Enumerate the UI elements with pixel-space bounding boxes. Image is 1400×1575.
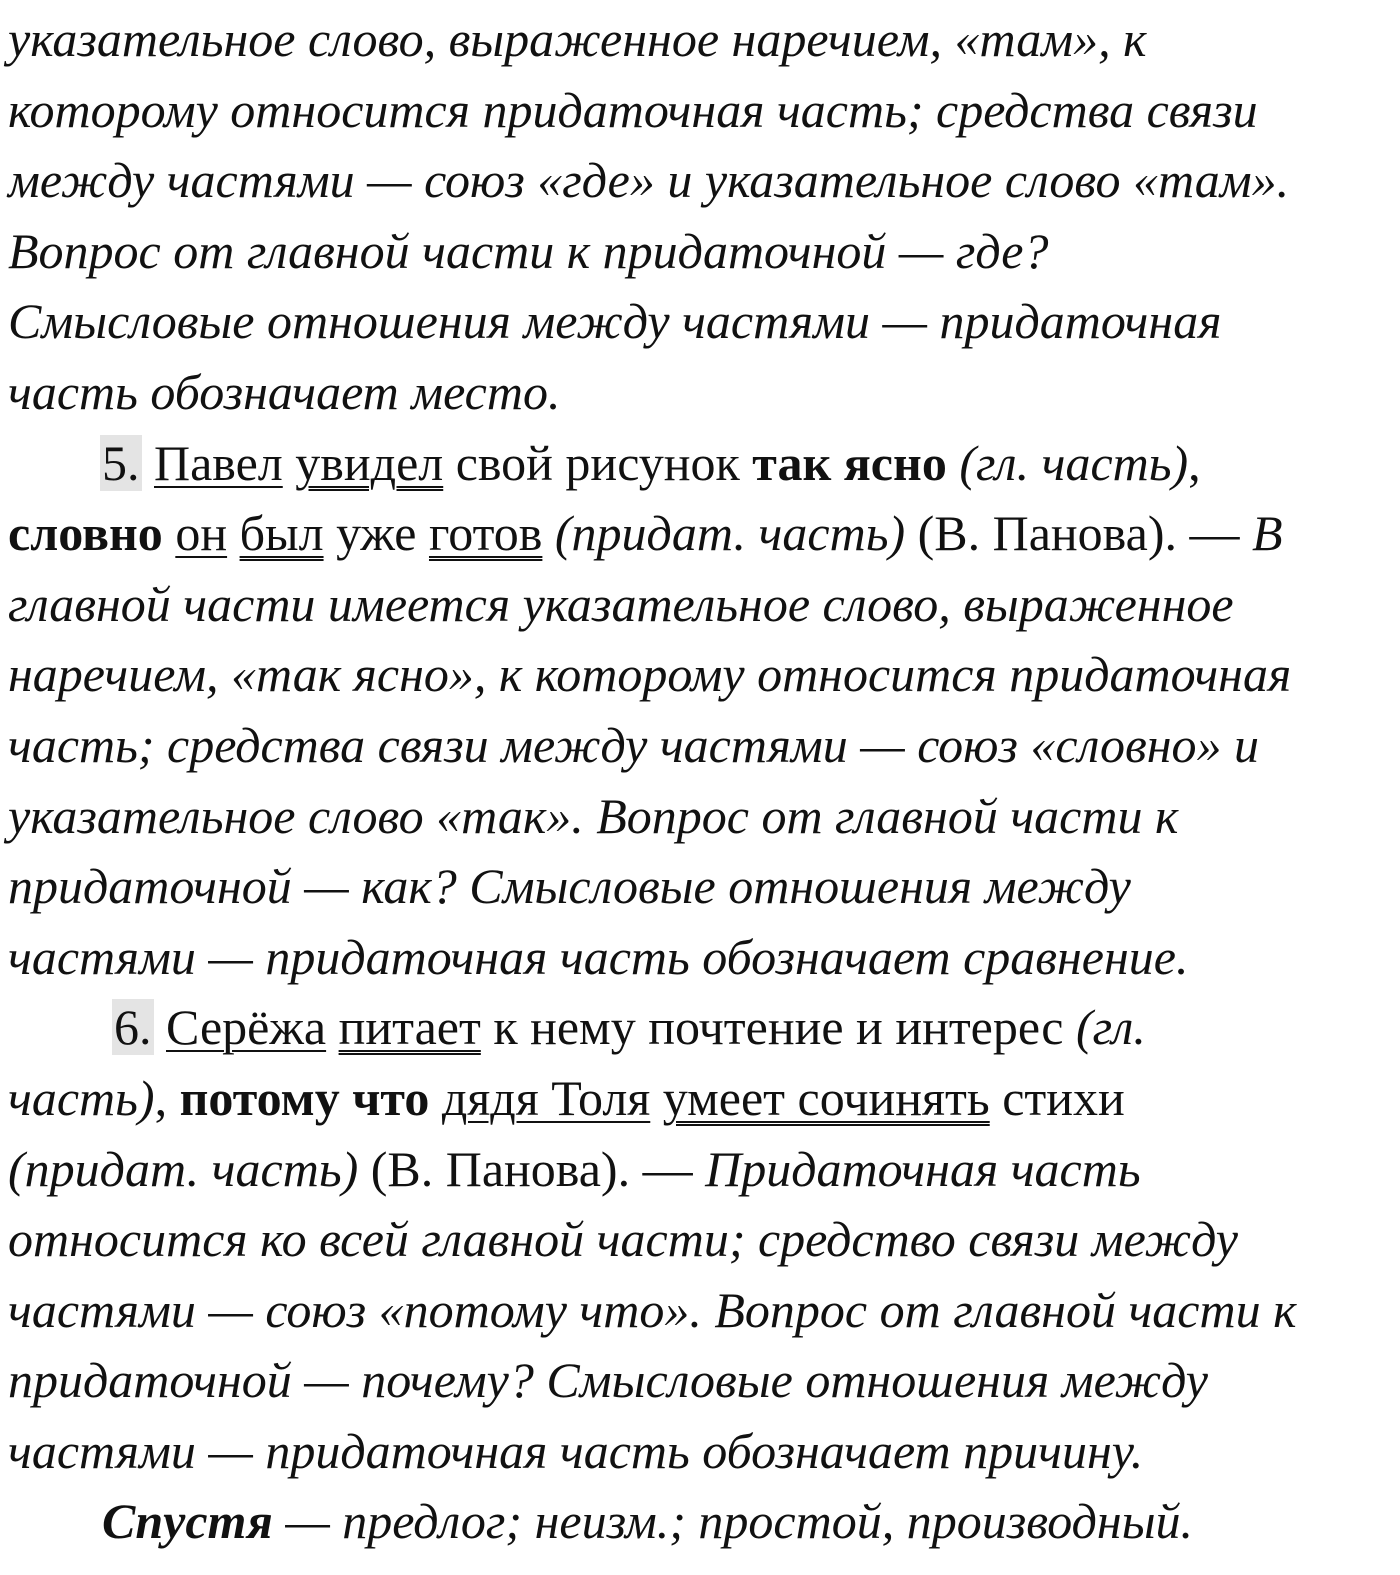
text-line bbox=[8, 4, 1392, 75]
predicate: готов bbox=[428, 505, 543, 562]
text-line-content: наречием, «так ясно», к которому относится придаточная bbox=[8, 646, 1292, 703]
sentence-5-line-1 bbox=[8, 428, 1392, 499]
text-line bbox=[8, 1416, 1392, 1487]
text-line-content: между частями — союз «где» и указательное слово «там». bbox=[8, 152, 1290, 209]
text-line bbox=[8, 922, 1392, 993]
conjunction: потому что bbox=[179, 1069, 430, 1126]
text-line-content: указательное слово «так». Вопрос от главной части к bbox=[8, 787, 1179, 844]
text-line bbox=[8, 286, 1392, 357]
punctuation: , bbox=[154, 1069, 180, 1126]
author-attribution: (В. Панова). — bbox=[358, 1140, 706, 1197]
text-line bbox=[8, 357, 1392, 428]
text-line bbox=[8, 145, 1392, 216]
sentence-6-line-1 bbox=[8, 992, 1392, 1063]
subject: он bbox=[175, 505, 228, 562]
part-label: (придат. часть) bbox=[554, 505, 906, 562]
plain-text: стихи bbox=[989, 1069, 1125, 1126]
plain-text: уже bbox=[323, 505, 429, 562]
text-line bbox=[8, 710, 1392, 781]
text-line-content: частями — союз «потому что». Вопрос от главной части к bbox=[8, 1281, 1297, 1338]
plain-text: свой рисунок bbox=[443, 434, 753, 491]
predicate: был bbox=[239, 505, 324, 562]
morphology-text: — предлог; неизм.; простой, производный. bbox=[272, 1493, 1194, 1550]
sentence-6-line-3 bbox=[8, 1134, 1392, 1205]
subject: дядя Толя bbox=[441, 1069, 651, 1126]
text-line bbox=[8, 781, 1392, 852]
text-line-content: частями — придаточная часть обозначает причину. bbox=[8, 1422, 1144, 1479]
text-line bbox=[8, 639, 1392, 710]
predicate: увидел bbox=[295, 434, 444, 491]
predicate: умеет сочинять bbox=[662, 1069, 990, 1126]
text-line-content: Вопрос от главной части к придаточной — где? bbox=[8, 222, 1049, 279]
text-line bbox=[8, 1275, 1392, 1346]
text-line bbox=[8, 851, 1392, 922]
text-line-content: главной части имеется указательное слово, выраженное bbox=[8, 575, 1234, 632]
document-page bbox=[8, 4, 1392, 1557]
conjunction: словно bbox=[8, 505, 163, 562]
text-line-content: которому относится придаточная часть; средства связи bbox=[8, 81, 1258, 138]
demonstrative-word: так ясно bbox=[752, 434, 947, 491]
punctuation: , bbox=[1188, 434, 1201, 491]
subject: Серёжа bbox=[166, 999, 327, 1056]
sentence-6-line-2 bbox=[8, 1063, 1392, 1134]
part-label: (гл. bbox=[1076, 999, 1146, 1056]
predicate: питает bbox=[338, 999, 481, 1056]
text-line-content: относится ко всей главной части; средство связи между bbox=[8, 1211, 1238, 1268]
item-number: 6. bbox=[114, 999, 152, 1056]
text-line bbox=[8, 1345, 1392, 1416]
morphology-note bbox=[8, 1486, 1392, 1557]
text-line-content: часть; средства связи между частями — союз «словно» и bbox=[8, 716, 1260, 773]
subject: Павел bbox=[154, 434, 283, 491]
text-line-content: Смысловые отношения между частями — придаточная bbox=[8, 293, 1222, 350]
sentence-5-line-2 bbox=[8, 498, 1392, 569]
part-label: часть) bbox=[8, 1069, 155, 1126]
text-line bbox=[8, 569, 1392, 640]
text-line-content: часть обозначает место. bbox=[8, 363, 561, 420]
author-attribution: (В. Панова). — bbox=[905, 505, 1252, 562]
part-label: (гл. часть) bbox=[959, 434, 1189, 491]
explanation-text: В bbox=[1251, 505, 1283, 562]
text-line-content: указательное слово, выраженное наречием, «там», к bbox=[8, 11, 1147, 67]
explanation-text: Придаточная часть bbox=[705, 1140, 1141, 1197]
item-number: 5. bbox=[102, 434, 140, 491]
text-line bbox=[8, 75, 1392, 146]
text-line-content: частями — придаточная часть обозначает сравнение. bbox=[8, 928, 1189, 985]
part-label: (придат. часть) bbox=[8, 1140, 359, 1197]
plain-text: к нему почтение и интерес bbox=[480, 999, 1077, 1056]
text-line-content: придаточной — как? Смысловые отношения между bbox=[8, 858, 1131, 915]
text-line-content: придаточной — почему? Смысловые отношения между bbox=[8, 1352, 1208, 1409]
analyzed-word: Спустя bbox=[102, 1493, 273, 1550]
text-line bbox=[8, 1204, 1392, 1275]
text-line bbox=[8, 216, 1392, 287]
